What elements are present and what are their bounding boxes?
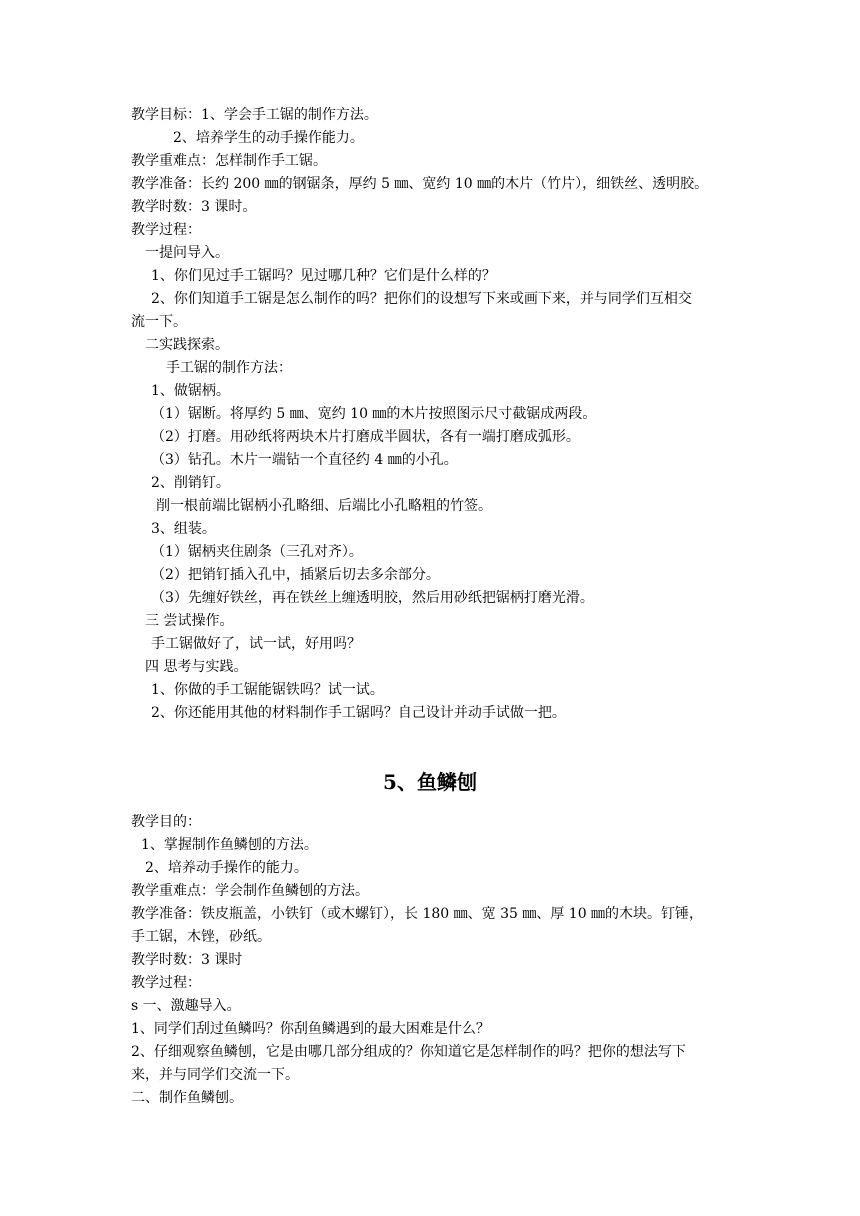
section-title: 5、鱼鳞刨 xyxy=(383,770,477,794)
step-3-heading: 三 尝试操作。 xyxy=(145,613,234,629)
assembly-step-3: （3）先缠好铁丝，再在铁丝上缠透明胶，然后用砂纸把锯柄打磨光滑。 xyxy=(151,590,594,606)
question-2: 2、你们知道手工锯是怎么制作的吗？把你们的设想写下来或画下来，并与同学们互相交 xyxy=(151,291,692,307)
handle-step-3: （3）钻孔。木片一端钻一个直径约 4 ㎜的小孔。 xyxy=(151,452,458,468)
key-difficulty-line: 教学重难点：怎样制作手工锯。 xyxy=(131,153,327,169)
teaching-goal-line: 教学目标：1、学会手工锯的制作方法。 xyxy=(131,107,378,123)
practice-question-2: 2、你还能用其他的材料制作手工锯吗？自己设计并动手试做一把。 xyxy=(151,705,566,721)
handle-step-2: （2）打磨。用砂纸将两块木片打磨成半圆状，各有一端打磨成弧形。 xyxy=(151,429,580,445)
make-handle-heading: 1、做锯柄。 xyxy=(151,383,230,399)
preparation-line-2: 教学准备：铁皮瓶盖，小铁钉（或木螺钉），长 180 ㎜、宽 35 ㎜、厚 10 ㎜的木块。钉锤， xyxy=(131,906,704,922)
class-hours-line-2: 教学时数：3 课时 xyxy=(131,952,243,968)
teaching-purpose-heading: 教学目的： xyxy=(131,814,201,830)
teaching-goal-item-2: 2、培养学生的动手操作能力。 xyxy=(173,130,364,146)
preparation-line-2-continued: 手工锯，木锉，砂纸。 xyxy=(131,929,271,945)
question-2-continued: 流一下。 xyxy=(131,314,187,330)
key-difficulty-line-2: 教学重难点：学会制作鱼鳞刨的方法。 xyxy=(131,883,369,899)
assembly-step-2: （2）把销钉插入孔中，插紧后切去多余部分。 xyxy=(151,567,440,583)
pin-description: 削一根前端比锯柄小孔略细、后端比小孔略粗的竹签。 xyxy=(156,498,492,514)
process-heading-2: 教学过程： xyxy=(131,975,201,991)
assembly-heading: 3、组装。 xyxy=(151,521,216,537)
intro-question-2: 2、仔细观察鱼鳞刨，它是由哪几部分组成的？你知道它是怎样制作的吗？把你的想法写下 xyxy=(131,1044,686,1060)
method-heading: 手工锯的制作方法： xyxy=(166,360,292,376)
practice-question-1: 1、你做的手工锯能锯铁吗？试一试。 xyxy=(151,682,384,698)
intro-heading: s 一、激趣导入。 xyxy=(131,998,241,1014)
preparation-line: 教学准备：长约 200 ㎜的钢锯条，厚约 5 ㎜、宽约 10 ㎜的木片（竹片），细铁丝、透明胶。 xyxy=(131,176,709,192)
intro-question-2-continued: 来，并与同学们交流一下。 xyxy=(131,1067,299,1083)
class-hours-line: 教学时数：3 课时。 xyxy=(131,199,257,215)
try-it-line: 手工锯做好了，试一试，好用吗？ xyxy=(151,636,361,652)
step-4-heading: 四 思考与实践。 xyxy=(145,659,248,675)
make-plane-heading: 二、制作鱼鳞刨。 xyxy=(131,1090,243,1106)
question-1: 1、你们见过手工锯吗？见过哪几种？它们是什么样的？ xyxy=(151,268,496,284)
intro-question-1: 1、同学们刮过鱼鳞吗？你刮鱼鳞遇到的最大困难是什么？ xyxy=(131,1021,490,1037)
step-2-heading: 二实践探索。 xyxy=(145,337,229,353)
step-1-heading: 一提问导入。 xyxy=(145,245,229,261)
handle-step-1: （1）锯断。将厚约 5 ㎜、宽约 10 ㎜的木片按照图示尺寸截锯成两段。 xyxy=(151,406,597,422)
purpose-item-2: 2、培养动手操作的能力。 xyxy=(145,860,308,876)
assembly-step-1: （1）锯柄夹住剧条（三孔对齐）。 xyxy=(151,544,363,560)
pin-heading: 2、削销钉。 xyxy=(151,475,230,491)
purpose-item-1: 1、掌握制作鱼鳞刨的方法。 xyxy=(141,837,318,853)
process-heading: 教学过程： xyxy=(131,222,201,238)
